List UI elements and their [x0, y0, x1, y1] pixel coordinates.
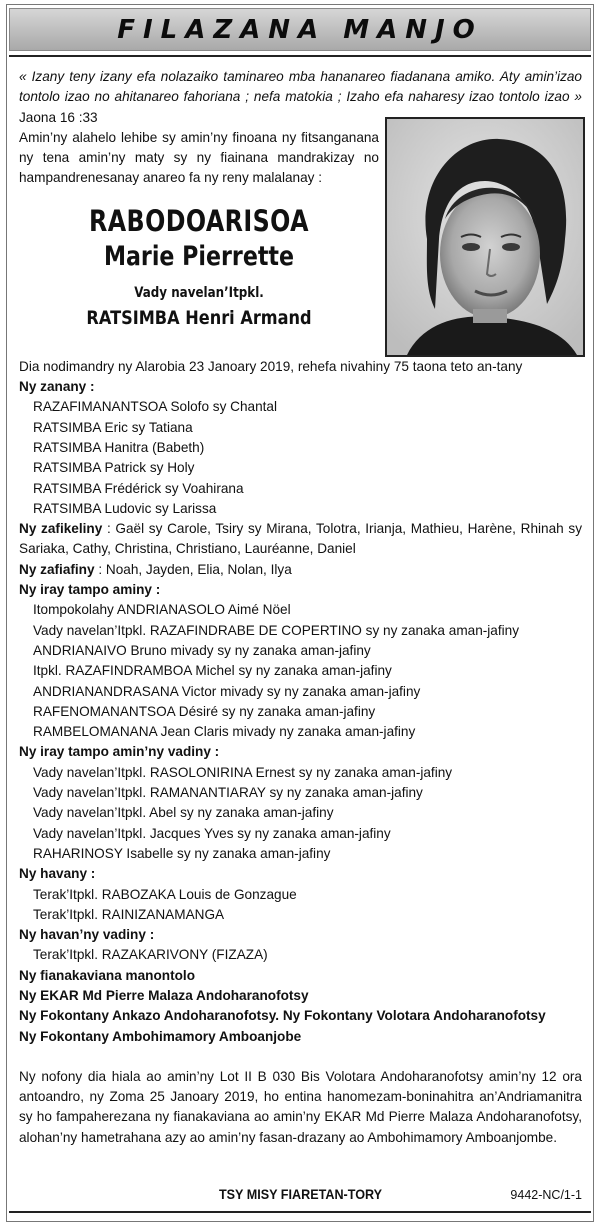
- child-item: RATSIMBA Frédérick sy Voahirana: [33, 480, 244, 496]
- notice-body: [19, 67, 582, 1148]
- deceased-surname: RABODOARISOA: [89, 203, 309, 238]
- sibling-item: Itompokolahy ANDRIANASOLO Aimé Nöel: [33, 602, 291, 618]
- relatives-title: Ny havany :: [19, 866, 96, 882]
- spouse-sibling-item: Vady navelan’Itpkl. RAMANANTIARAY sy ny zanaka aman-jafiny: [33, 785, 423, 801]
- child-item: RATSIMBA Hanitra (Babeth): [33, 439, 205, 455]
- relative-item: Terak’Itpkl. RABOZAKA Louis de Gonzague: [33, 886, 297, 902]
- sibling-item: ANDRIANAIVO Bruno mivady sy ny zanaka aman-jafiny: [33, 642, 371, 658]
- footer-reference: 9442-NC/1-1: [510, 1188, 582, 1202]
- children-title: Ny zanany :: [19, 379, 95, 395]
- spouse-sibling-item: Vady navelan’Itpkl. RASOLONIRINA Ernest sy ny zanaka aman-jafiny: [33, 764, 453, 780]
- death-notice: Dia nodimandry ny Alarobia 23 Janoary 2019, rehefa nivahiny 75 taona teto an-tany: [19, 358, 523, 374]
- grandchildren-names: : Gaël sy Carole, Tsiry sy Mirana, Tolotra, Irianja, Mathieu, Harène, Rhinah sy Sariaka, Cathy, Christina, Christiano, Lauréanne, Daniel: [19, 521, 582, 557]
- community-line: Ny Fokontany Ambohimamory Amboanjobe: [19, 1028, 302, 1044]
- child-item: RAZAFIMANANTSOA Solofo sy Chantal: [33, 399, 278, 415]
- grandchildren-line: [19, 519, 582, 560]
- great-grandchildren-names: : Noah, Jayden, Elia, Nolan, Ilya: [98, 561, 292, 577]
- notice-footer: [19, 1186, 582, 1206]
- spouse-sibling-item: Vady navelan’Itpkl. Jacques Yves sy ny zanaka aman-jafiny: [33, 825, 391, 841]
- notice-header: [9, 8, 591, 51]
- child-item: RATSIMBA Ludovic sy Larissa: [33, 500, 217, 516]
- intro-text: Amin’ny alahelo lehibe sy amin’ny finoana ny fitsanganana ny tena amin’ny maty sy ny fiainana mandrakizay no hampandrenesanay anareo fa ny reny malalanay :: [19, 129, 379, 186]
- spouse-prefix: Vady navelan’Itpkl.: [134, 284, 264, 301]
- header-divider: [9, 55, 591, 57]
- bible-quote: [19, 67, 582, 128]
- community-line: Ny fianakaviana manontolo: [19, 967, 196, 983]
- spouse-sibling-item: RAHARINOSY Isabelle sy ny zanaka aman-jafiny: [33, 845, 331, 861]
- relative-item: Terak’Itpkl. RAINIZANAMANGA: [33, 906, 225, 922]
- spouse-name: RATSIMBA Henri Armand: [86, 306, 312, 329]
- spouse-sibling-item: Vady navelan’Itpkl. Abel sy ny zanaka aman-jafiny: [33, 805, 334, 821]
- funeral-info: Ny nofony dia hiala ao amin’ny Lot II B 030 Bis Volotara Andoharanofotsy amin’ny 12 ora antoandro, ny Zoma 25 Janoary 2019, ho entina hanomezam-boninahitra an’Andriamanitra sy ho fampaherezana ny fianakaviana ao amin’ny EKAR Md Pierre Malaza Andoharanofotsy, alohan’ny hametrahana azy ao amin’ny fasan-drazany ao Ambohimamory Amboanjombe.: [19, 1068, 582, 1145]
- siblings-title: Ny iray tampo aminy :: [19, 582, 161, 598]
- sibling-item: RAFENOMANANTSOA Désiré sy ny zanaka aman-jafiny: [33, 703, 376, 719]
- great-grandchildren-title: Ny zafiafiny: [19, 561, 95, 577]
- footer-signature: TSY MISY FIARETAN-TORY: [218, 1186, 383, 1202]
- child-item: RATSIMBA Patrick sy Holy: [33, 460, 195, 476]
- community-line: Ny Fokontany Ankazo Andoharanofotsy. Ny Fokontany Volotara Andoharanofotsy: [19, 1008, 546, 1024]
- sibling-item: RAMBELOMANANA Jean Claris mivady ny zanaka aman-jafiny: [33, 724, 416, 740]
- footer-divider: [9, 1211, 591, 1213]
- grandchildren-title: Ny zafikeliny: [19, 521, 103, 537]
- quote-text: « Izany teny izany efa nolazaiko taminareo mba hananareo fiadanana amiko. Aty amin’izao tontolo izao no ahitanareo fahoriana ; nefa matokia ; Izaho efa naharesy izao tontolo izao »: [19, 69, 582, 105]
- quote-reference: Jaona 16 :33: [19, 109, 98, 125]
- spouse-relative-item: Terak’Itpkl. RAZAKARIVONY (FIZAZA): [33, 947, 268, 963]
- spouse-siblings-title: Ny iray tampo amin’ny vadiny :: [19, 744, 220, 760]
- sibling-item: ANDRIANANDRASANA Victor mivady sy ny zanaka aman-jafiny: [33, 683, 421, 699]
- great-grandchildren-line: [19, 560, 582, 580]
- child-item: RATSIMBA Eric sy Tatiana: [33, 419, 193, 435]
- deceased-block: [19, 203, 379, 331]
- sibling-item: Itpkl. RAZAFINDRAMBOA Michel sy ny zanaka aman-jafiny: [33, 663, 392, 679]
- spouse-relatives-title: Ny havan’ny vadiny :: [19, 927, 155, 943]
- notice-title: FILAZANA MANJO: [117, 14, 483, 45]
- community-line: Ny EKAR Md Pierre Malaza Andoharanofotsy: [19, 987, 309, 1003]
- sibling-item: Vady navelan’Itpkl. RAZAFINDRABE DE COPERTINO sy ny zanaka aman-jafiny: [33, 622, 520, 638]
- deceased-given-names: Marie Pierrette: [103, 240, 295, 272]
